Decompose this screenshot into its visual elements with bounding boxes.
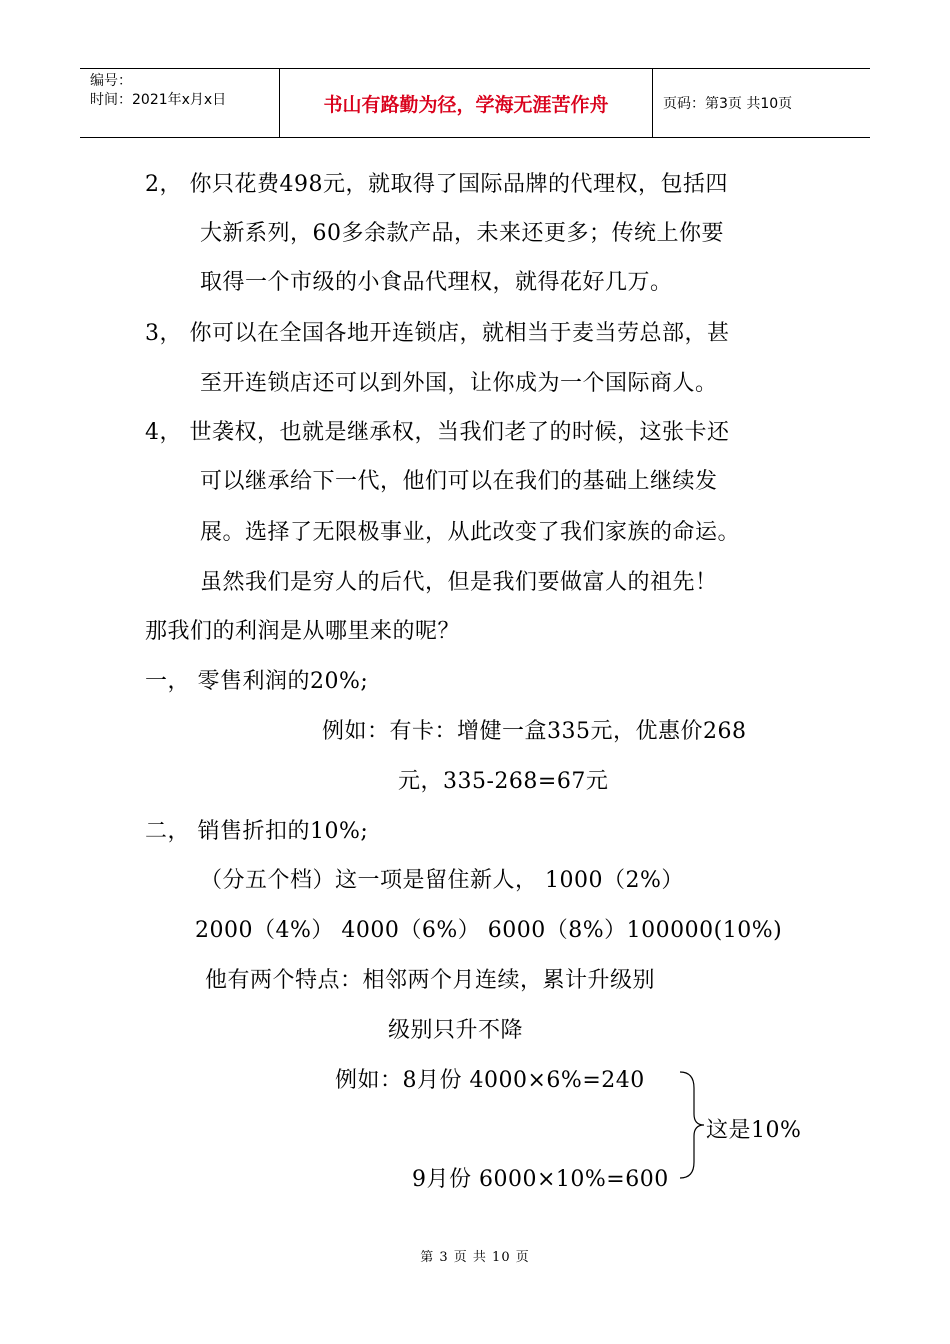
text-line: 虽然我们是穷人的后代，但是我们要做富人的祖先！: [200, 570, 718, 595]
curly-brace-icon: [678, 1070, 706, 1180]
text-line: 2， 你只花费498元，就取得了国际品牌的代理权，包括四: [145, 172, 728, 197]
text-line: 一， 零售利润的20%;: [145, 669, 369, 694]
text-line: 可以继承给下一代，他们可以在我们的基础上继续发: [200, 469, 718, 494]
text-line: 2000（4%） 4000（6%） 6000（8%）100000(10%): [195, 918, 783, 943]
text-line: 取得一个市级的小食品代理权，就得花好几万。: [200, 270, 673, 295]
header-meta: [80, 69, 280, 137]
text-line: 4， 世袭权，也就是继承权，当我们老了的时候，这张卡还: [145, 420, 730, 445]
text-line: 至开连锁店还可以到外国，让你成为一个国际商人。: [200, 371, 718, 396]
text-line: 9月份 6000×10%=600: [412, 1167, 669, 1192]
text-line: 展。选择了无限极事业，从此改变了我们家族的命运。: [200, 520, 741, 545]
page-header: [80, 68, 870, 138]
page-footer: 第 3 页 共 10 页: [420, 1250, 530, 1265]
text-line: （分五个档）这一项是留住新人， 1000（2%）: [200, 868, 684, 893]
header-page-info: 页码：第3页 共10页: [663, 96, 793, 112]
text-line: 3， 你可以在全国各地开连锁店，就相当于麦当劳总部，甚: [145, 321, 730, 346]
text-line: 元，335-268=67元: [398, 769, 609, 794]
text-line: 大新系列，60多余款产品，未来还更多；传统上你要: [200, 221, 724, 246]
header-motto: 书山有路勤为径，学海无涯苦作舟: [280, 69, 653, 137]
text-line: 他有两个特点：相邻两个月连续，累计升级别: [205, 968, 656, 993]
header-number: 编号：: [90, 73, 132, 89]
text-line: 例如：8月份 4000×6%=240: [335, 1068, 645, 1093]
text-line: 级别只升不降: [388, 1018, 524, 1043]
text-line: 例如：有卡：增健一盒335元，优惠价268: [322, 719, 747, 744]
text-line: 那我们的利润是从哪里来的呢？: [145, 619, 461, 644]
text-line: 这是10%: [706, 1118, 802, 1143]
text-line: 二， 销售折扣的10%;: [145, 819, 369, 844]
header-time: 时间：2021年x月x日: [90, 92, 227, 108]
